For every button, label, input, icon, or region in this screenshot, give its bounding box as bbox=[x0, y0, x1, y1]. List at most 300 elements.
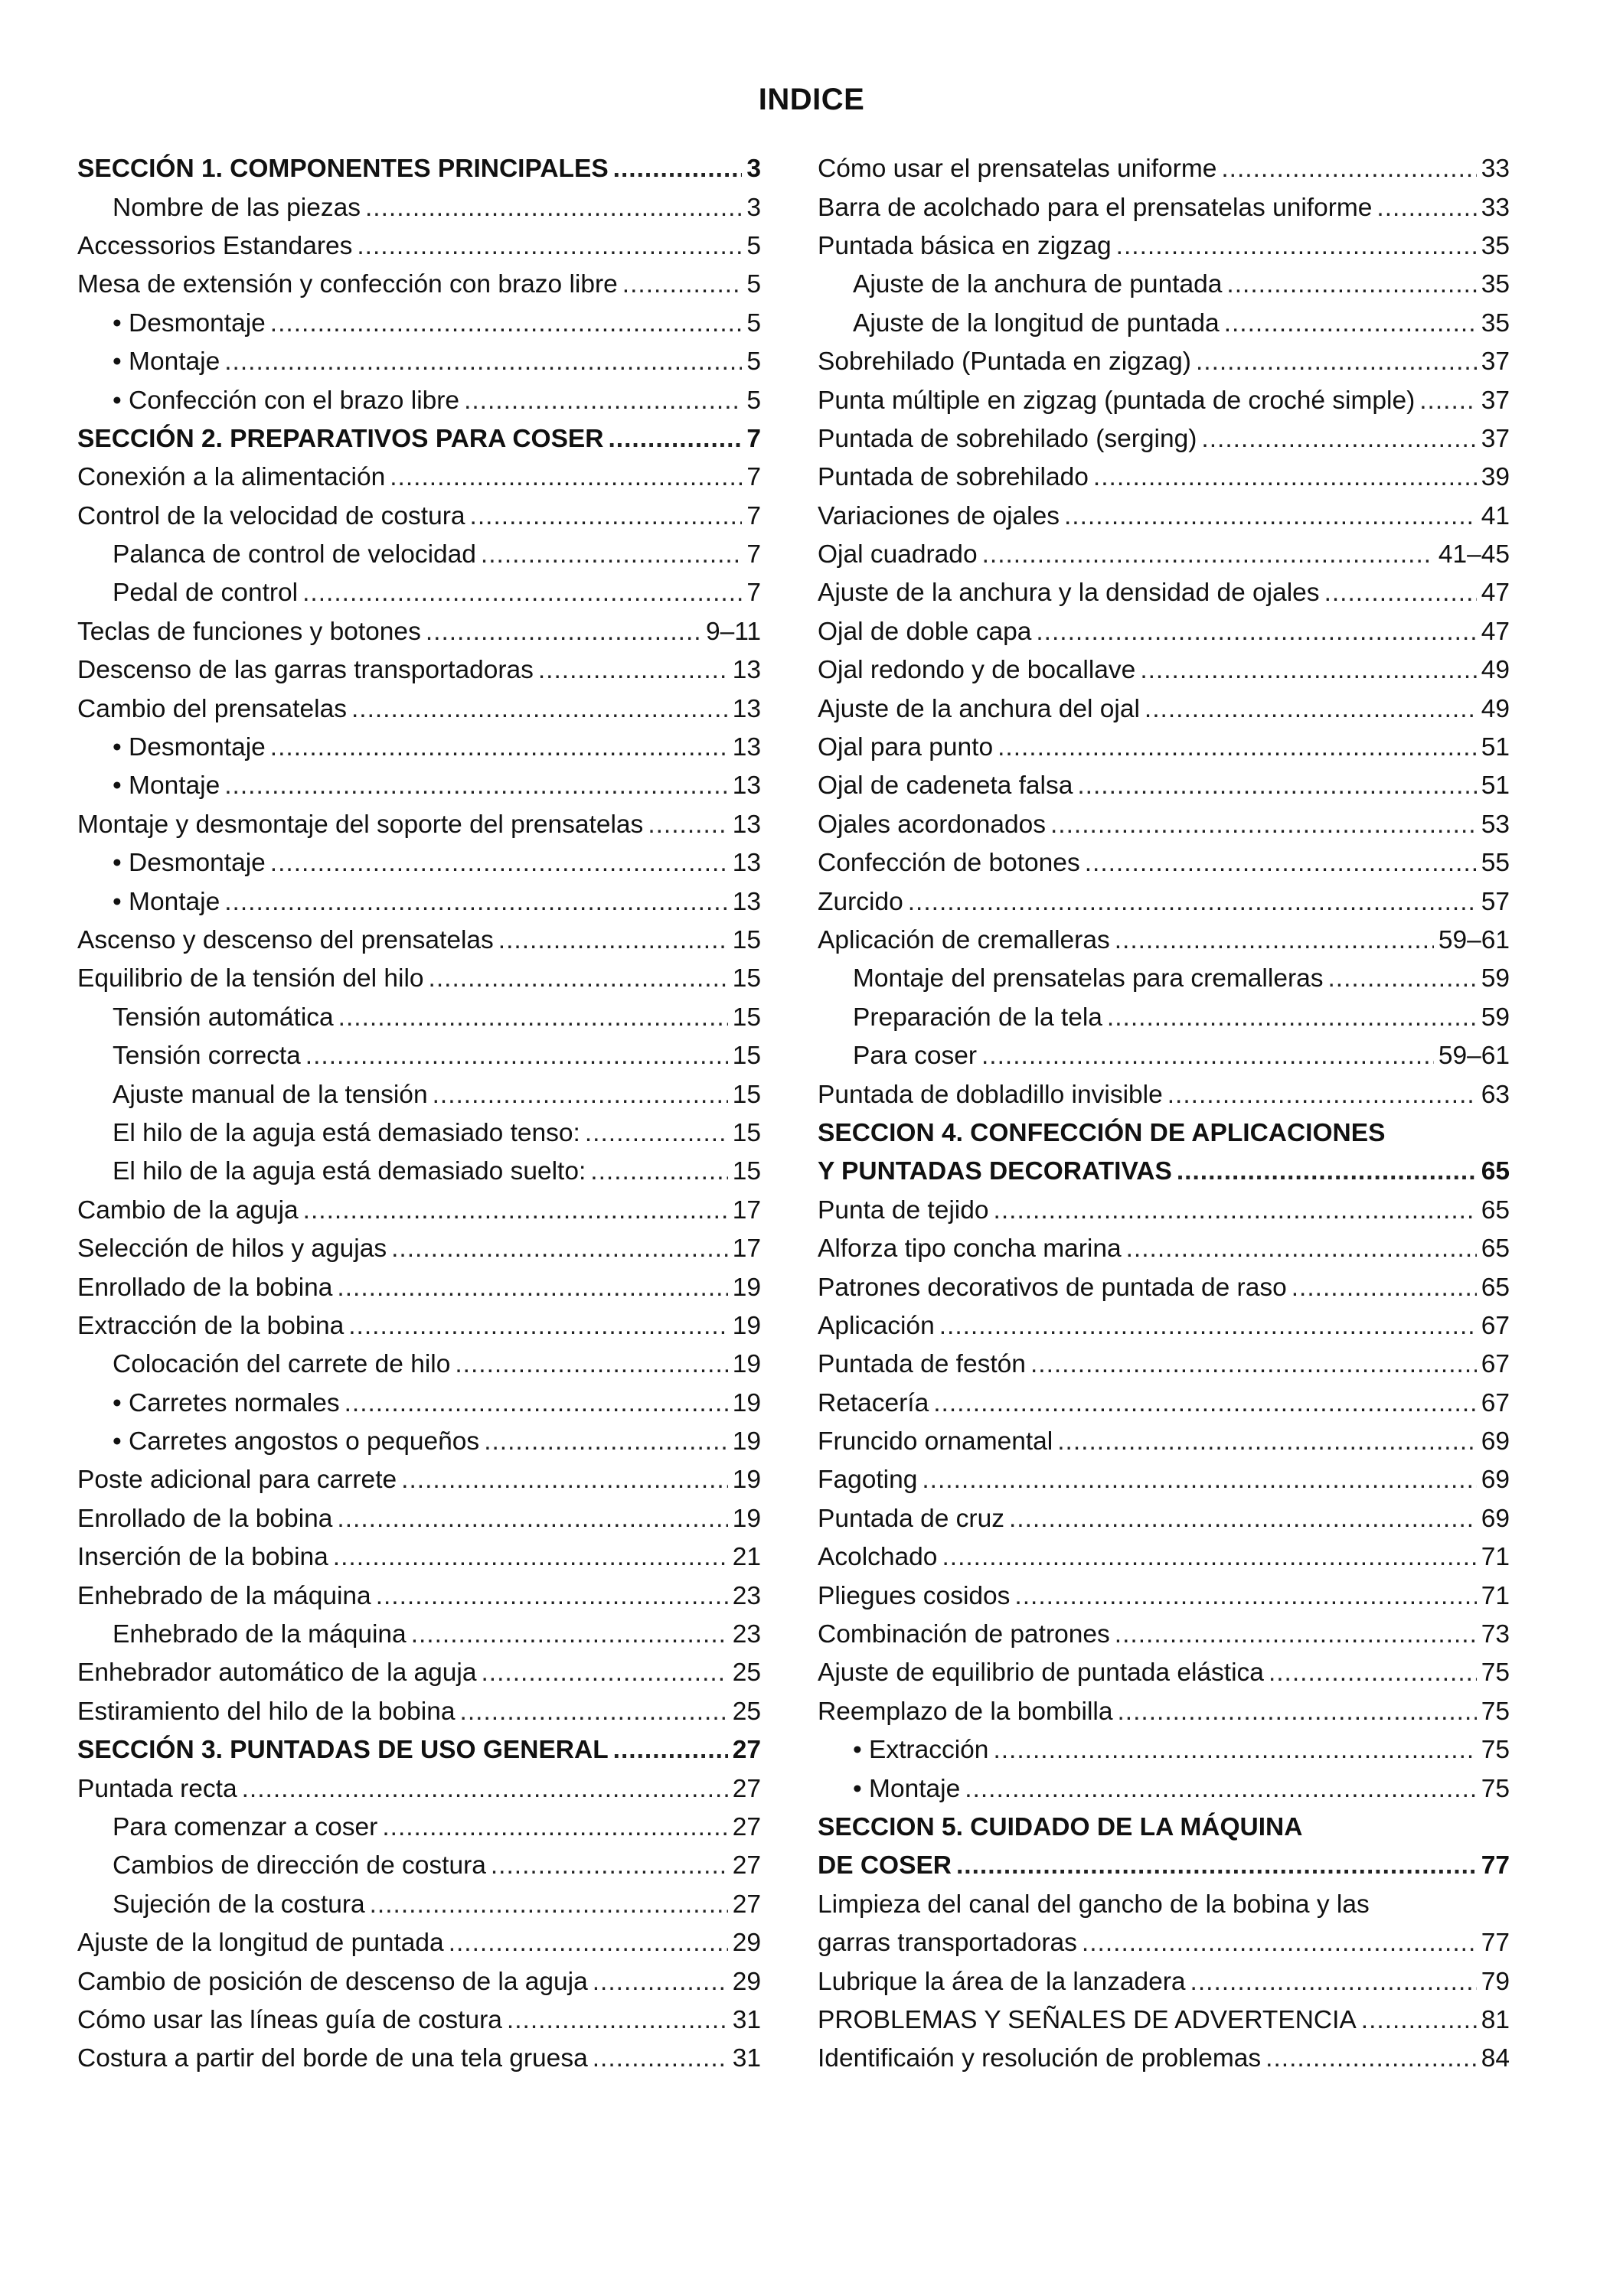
dot-leader bbox=[982, 540, 1434, 569]
toc-entry bbox=[818, 1577, 1510, 1615]
toc-entry-label: Cambio de posición de descenso de la aguja bbox=[77, 1967, 588, 1996]
toc-entry bbox=[818, 921, 1510, 960]
toc-page-number: 27 bbox=[732, 1736, 761, 1765]
dot-leader bbox=[648, 810, 727, 840]
toc-page-number: 67 bbox=[1481, 1350, 1510, 1379]
dot-leader bbox=[426, 618, 701, 647]
toc-page-number: 51 bbox=[1481, 733, 1510, 762]
toc-entry-label: Colocación del carrete de hilo bbox=[113, 1350, 451, 1379]
toc-entry-label: Enhebrador automático de la aguja bbox=[77, 1658, 477, 1688]
dot-leader bbox=[1324, 579, 1477, 608]
toc-entry-label: Costura a partir del borde de una tela gruesa bbox=[77, 2044, 588, 2073]
toc-page-number: 81 bbox=[1481, 2005, 1510, 2034]
toc-entry-label: Punta de tejido bbox=[818, 1195, 989, 1225]
toc-entry-label: Variaciones de ojales bbox=[818, 501, 1060, 530]
toc-page-number: 41 bbox=[1481, 501, 1510, 530]
dot-leader bbox=[1115, 1620, 1477, 1649]
toc-entry bbox=[77, 1230, 761, 1268]
toc-page-number: 65 bbox=[1481, 1273, 1510, 1302]
dot-leader bbox=[593, 2044, 728, 2073]
dot-leader bbox=[622, 270, 743, 299]
toc-entry bbox=[818, 1538, 1510, 1577]
dot-leader bbox=[498, 926, 728, 955]
dot-leader bbox=[270, 309, 743, 338]
toc-entry bbox=[77, 806, 761, 844]
toc-entry-label: Selección de hilos y agujas bbox=[77, 1234, 387, 1264]
toc-page-number: 27 bbox=[732, 1851, 761, 1880]
dot-leader bbox=[429, 964, 728, 993]
toc-page-number: 5 bbox=[746, 347, 761, 377]
toc-page-number: 57 bbox=[1481, 887, 1510, 916]
toc-entry-label: Alforza tipo concha marina bbox=[818, 1234, 1122, 1264]
toc-page-number: 59 bbox=[1481, 964, 1510, 993]
dot-leader bbox=[390, 463, 742, 492]
toc-page-number: 77 bbox=[1481, 1929, 1510, 1958]
toc-entry-label: Control de la velocidad de costura bbox=[77, 501, 465, 530]
toc-entry bbox=[818, 767, 1510, 805]
dot-leader bbox=[1167, 1081, 1477, 1110]
toc-page-number: 5 bbox=[746, 308, 761, 338]
dot-leader bbox=[1030, 1350, 1477, 1379]
toc-entry-label: Identificaión y resolución de problemas bbox=[818, 2044, 1262, 2073]
toc-page-number: 69 bbox=[1481, 1466, 1510, 1495]
toc-entry bbox=[818, 1693, 1510, 1731]
toc-entry-label: Puntada de sobrehilado bbox=[818, 463, 1089, 492]
toc-entry bbox=[818, 1769, 1510, 1808]
toc-entry bbox=[77, 960, 761, 998]
toc-entry bbox=[818, 188, 1510, 227]
toc-entry-label: Fruncido ornamental bbox=[818, 1427, 1053, 1456]
toc-entry bbox=[77, 2001, 761, 2040]
toc-entry bbox=[77, 921, 761, 960]
dot-leader bbox=[1177, 1157, 1477, 1186]
dot-leader bbox=[1064, 502, 1477, 531]
dot-leader bbox=[337, 1505, 727, 1534]
toc-entry-label: Estiramiento del hilo de la bobina bbox=[77, 1697, 456, 1726]
toc-section-heading bbox=[818, 1847, 1510, 1885]
toc-entry bbox=[818, 1384, 1510, 1423]
toc-entry-label: Punta múltiple en zigzag (puntada de croché simple) bbox=[818, 386, 1416, 415]
toc-entry bbox=[818, 1924, 1510, 1962]
toc-entry-label: Zurcido bbox=[818, 887, 903, 916]
dot-leader bbox=[1224, 309, 1477, 338]
toc-entry bbox=[77, 882, 761, 921]
toc-page-number: 51 bbox=[1481, 771, 1510, 801]
dot-leader bbox=[401, 1466, 728, 1495]
dot-leader bbox=[1140, 656, 1476, 685]
toc-page-number: 19 bbox=[732, 1466, 761, 1495]
dot-leader bbox=[491, 1851, 728, 1880]
toc-entry-label: • Desmontaje bbox=[113, 849, 266, 878]
toc-entry-label: Nombre de las piezas bbox=[113, 193, 361, 222]
toc-entry-label: Enrollado de la bobina bbox=[77, 1504, 333, 1533]
toc-page-number: 3 bbox=[746, 155, 761, 184]
toc-page-number: 75 bbox=[1481, 1774, 1510, 1803]
toc-page-number: 37 bbox=[1481, 386, 1510, 415]
toc-page-number: 65 bbox=[1481, 1234, 1510, 1264]
toc-entry bbox=[818, 613, 1510, 651]
toc-entry-label: Confección de botones bbox=[818, 849, 1080, 878]
toc-entry-label: PROBLEMAS Y SEÑALES DE ADVERTENCIA bbox=[818, 2005, 1357, 2034]
toc-entry bbox=[77, 1114, 761, 1153]
toc-entry bbox=[77, 767, 761, 805]
toc-page-number: 67 bbox=[1481, 1388, 1510, 1417]
toc-entry-label: Lubrique la área de la lanzadera bbox=[818, 1967, 1186, 1996]
toc-page-number: 27 bbox=[732, 1774, 761, 1803]
dot-leader bbox=[365, 194, 742, 223]
dot-leader bbox=[922, 1466, 1476, 1495]
toc-entry-label: Aplicación bbox=[818, 1311, 935, 1340]
toc-entry bbox=[77, 1192, 761, 1230]
toc-entry-label: Accessorios Estandares bbox=[77, 231, 353, 260]
page-title: INDICE bbox=[758, 83, 865, 116]
toc-entry bbox=[818, 343, 1510, 381]
toc-entry bbox=[818, 651, 1510, 690]
toc-entry-label: Equilibrio de la tensión del hilo bbox=[77, 964, 424, 993]
toc-page-number: 31 bbox=[732, 2005, 761, 2034]
toc-page-number: 39 bbox=[1481, 463, 1510, 492]
toc-entry bbox=[77, 999, 761, 1037]
dot-leader bbox=[224, 888, 728, 917]
dot-leader bbox=[357, 232, 742, 261]
toc-section-heading bbox=[77, 1731, 761, 1769]
toc-entry bbox=[818, 305, 1510, 343]
toc-entry-label: Poste adicional para carrete bbox=[77, 1466, 397, 1495]
dot-leader bbox=[1201, 425, 1476, 454]
dot-leader bbox=[333, 1543, 728, 1572]
dot-leader bbox=[351, 695, 728, 724]
toc-section-heading bbox=[77, 150, 761, 188]
toc-page-number: 75 bbox=[1481, 1658, 1510, 1688]
toc-entry-label: Mesa de extensión y confección con brazo libre bbox=[77, 270, 618, 299]
toc-page-number: 15 bbox=[732, 926, 761, 954]
dot-leader bbox=[270, 849, 728, 878]
dot-leader bbox=[1292, 1274, 1477, 1303]
toc-page-number: 15 bbox=[732, 1118, 761, 1147]
dot-leader bbox=[481, 540, 742, 569]
toc-page-number: 5 bbox=[746, 386, 761, 415]
toc-page-number: 13 bbox=[732, 810, 761, 839]
toc-entry-label: Patrones decorativos de puntada de raso bbox=[818, 1273, 1287, 1302]
toc-entry-label: • Desmontaje bbox=[113, 733, 266, 762]
toc-entry-label: Ojal de cadeneta falsa bbox=[818, 771, 1073, 801]
toc-left-column bbox=[77, 150, 761, 2079]
dot-leader bbox=[1009, 1505, 1477, 1534]
toc-entry-label: • Montaje bbox=[113, 771, 220, 801]
toc-page-number: 69 bbox=[1481, 1427, 1510, 1456]
dot-leader bbox=[376, 1582, 728, 1611]
toc-entry bbox=[818, 1886, 1510, 1924]
toc-page-number: 47 bbox=[1481, 617, 1510, 646]
toc-entry bbox=[818, 150, 1510, 188]
dot-leader bbox=[507, 2006, 728, 2035]
toc-entry-label: Cómo usar el prensatelas uniforme bbox=[818, 155, 1217, 184]
toc-entry bbox=[77, 1769, 761, 1808]
toc-entry bbox=[818, 381, 1510, 419]
toc-page-number: 15 bbox=[732, 1157, 761, 1186]
toc-entry-label: Teclas de funciones y botones bbox=[77, 617, 421, 646]
toc-page-number: 27 bbox=[732, 1890, 761, 1919]
toc-entry-label: Retacería bbox=[818, 1388, 929, 1417]
toc-page-number: 35 bbox=[1481, 231, 1510, 260]
toc-page-number: 69 bbox=[1481, 1504, 1510, 1533]
toc-entry-label: Ajuste de la longitud de puntada bbox=[77, 1929, 444, 1958]
toc-page-number: 59 bbox=[1481, 1003, 1510, 1032]
toc-page-number: 3 bbox=[746, 193, 761, 222]
dot-leader bbox=[1221, 155, 1476, 184]
toc-entry-label: • Desmontaje bbox=[113, 308, 266, 338]
toc-entry bbox=[818, 729, 1510, 767]
dot-leader bbox=[464, 386, 742, 416]
dot-leader bbox=[1361, 2006, 1477, 2035]
dot-leader bbox=[608, 425, 742, 454]
dot-leader bbox=[613, 1736, 728, 1765]
toc-page-number: 13 bbox=[732, 849, 761, 878]
toc-entry bbox=[818, 1654, 1510, 1692]
toc-page-number: 19 bbox=[732, 1273, 761, 1302]
dot-leader bbox=[481, 1658, 727, 1688]
toc-entry bbox=[818, 227, 1510, 266]
toc-page-number: 13 bbox=[732, 656, 761, 685]
toc-entry-label: • Montaje bbox=[853, 1774, 961, 1803]
toc-entry bbox=[818, 266, 1510, 304]
dot-leader bbox=[455, 1350, 727, 1379]
toc-entry-label: Ajuste manual de la tensión bbox=[113, 1080, 428, 1109]
dot-leader bbox=[270, 733, 728, 762]
toc-entry bbox=[77, 1307, 761, 1345]
toc-entry-label: Sujeción de la costura bbox=[113, 1890, 365, 1919]
toc-entry-label: Combinación de patrones bbox=[818, 1620, 1110, 1649]
toc-entry bbox=[818, 1075, 1510, 1114]
toc-entry-label: Descenso de las garras transportadoras bbox=[77, 656, 534, 685]
toc-page-number: 65 bbox=[1481, 1157, 1510, 1186]
dot-leader bbox=[1419, 386, 1476, 416]
toc-entry bbox=[77, 1423, 761, 1461]
dot-leader bbox=[484, 1427, 728, 1456]
toc-entry bbox=[818, 458, 1510, 497]
toc-page-number: 23 bbox=[732, 1581, 761, 1610]
toc-page-number: 17 bbox=[732, 1195, 761, 1225]
dot-leader bbox=[1145, 695, 1477, 724]
toc-entry-label: Tensión automática bbox=[113, 1003, 334, 1032]
toc-entry-label: Cambio del prensatelas bbox=[77, 694, 347, 723]
toc-entry bbox=[77, 1654, 761, 1692]
toc-entry bbox=[818, 2040, 1510, 2078]
dot-leader bbox=[370, 1890, 728, 1919]
toc-section-heading bbox=[818, 1808, 1510, 1847]
toc-page-number: 37 bbox=[1481, 424, 1510, 453]
dot-leader bbox=[1265, 2044, 1477, 2073]
toc-entry-label: Extracción de la bobina bbox=[77, 1311, 345, 1340]
toc-entry bbox=[77, 1500, 761, 1538]
toc-right-column bbox=[818, 150, 1510, 2079]
toc-page-number: 19 bbox=[732, 1504, 761, 1533]
toc-page-number: 13 bbox=[732, 694, 761, 723]
dot-leader bbox=[1036, 618, 1476, 647]
toc-page-number: 7 bbox=[746, 424, 761, 453]
toc-entry-label: • Carretes angostos o pequeños bbox=[113, 1427, 480, 1456]
toc-entry bbox=[77, 1075, 761, 1114]
toc-entry bbox=[818, 420, 1510, 458]
toc-entry-label: Puntada de sobrehilado (serging) bbox=[818, 424, 1197, 453]
dot-leader bbox=[305, 1042, 728, 1071]
toc-entry bbox=[77, 1693, 761, 1731]
toc-entry-label: SECCION 5. CUIDADO DE LA MÁQUINA bbox=[818, 1812, 1303, 1841]
toc-page-number: 35 bbox=[1481, 308, 1510, 338]
dot-leader bbox=[1116, 232, 1477, 261]
toc-entry bbox=[818, 1962, 1510, 2001]
toc-page-number: 15 bbox=[732, 1042, 761, 1071]
toc-page-number: 15 bbox=[732, 964, 761, 993]
toc-entry-label: Conexión a la alimentación bbox=[77, 463, 386, 492]
toc-entry bbox=[77, 1037, 761, 1075]
toc-entry-label: Montaje y desmontaje del soporte del prensatelas bbox=[77, 810, 644, 839]
toc-section-heading bbox=[77, 420, 761, 458]
toc-entry bbox=[77, 1461, 761, 1499]
toc-page-number: 5 bbox=[746, 231, 761, 260]
dot-leader bbox=[933, 1389, 1476, 1418]
toc-entry bbox=[818, 844, 1510, 882]
toc-entry bbox=[77, 458, 761, 497]
toc-entry-label: Enhebrado de la máquina bbox=[113, 1620, 407, 1649]
dot-leader bbox=[593, 1968, 728, 1997]
dot-leader bbox=[998, 733, 1477, 762]
dot-leader bbox=[942, 1543, 1476, 1572]
toc-entry bbox=[77, 497, 761, 536]
toc-entry bbox=[77, 1616, 761, 1654]
toc-entry-label: • Montaje bbox=[113, 887, 220, 916]
toc-entry-label: DE COSER bbox=[818, 1851, 952, 1880]
toc-page-number: 75 bbox=[1481, 1736, 1510, 1765]
dot-leader bbox=[1082, 1929, 1477, 1958]
dot-leader bbox=[1327, 964, 1476, 993]
toc-entry bbox=[77, 1962, 761, 2001]
dot-leader bbox=[613, 155, 743, 184]
toc-entry-label: Cómo usar las líneas guía de costura bbox=[77, 2005, 502, 2034]
toc-entry-label: Puntada de cruz bbox=[818, 1504, 1004, 1533]
dot-leader bbox=[337, 1274, 727, 1303]
dot-leader bbox=[1190, 1968, 1477, 1997]
toc-entry bbox=[818, 536, 1510, 574]
dot-leader bbox=[224, 771, 728, 801]
toc-page-number: 9–11 bbox=[705, 617, 761, 646]
toc-entry bbox=[818, 690, 1510, 728]
toc-page-number: 33 bbox=[1481, 155, 1510, 184]
toc-entry bbox=[77, 266, 761, 304]
toc-entry-label: Ajuste de la anchura y la densidad de ojales bbox=[818, 579, 1320, 608]
dot-leader bbox=[460, 1698, 728, 1727]
toc-entry-label: Aplicación de cremalleras bbox=[818, 926, 1110, 954]
toc-entry bbox=[818, 882, 1510, 921]
toc-entry-label: Puntada básica en zigzag bbox=[818, 231, 1112, 260]
toc-page-number: 7 bbox=[746, 463, 761, 492]
toc-page-number: 29 bbox=[732, 1929, 761, 1958]
toc-page-number: 19 bbox=[732, 1350, 761, 1379]
toc-page-number: 59–61 bbox=[1438, 926, 1510, 954]
dot-leader bbox=[224, 347, 742, 377]
toc-entry bbox=[77, 729, 761, 767]
toc-entry bbox=[77, 343, 761, 381]
toc-entry bbox=[818, 1345, 1510, 1384]
toc-page-number: 75 bbox=[1481, 1697, 1510, 1726]
toc-entry-label: • Extracción bbox=[853, 1736, 989, 1765]
toc-entry bbox=[818, 1192, 1510, 1230]
dot-leader bbox=[585, 1119, 728, 1148]
dot-leader bbox=[433, 1081, 728, 1110]
toc-entry-label: El hilo de la aguja está demasiado tenso: bbox=[113, 1118, 580, 1147]
toc-entry bbox=[77, 381, 761, 419]
toc-entry-label: • Montaje bbox=[113, 347, 220, 377]
toc-page-number: 67 bbox=[1481, 1311, 1510, 1340]
toc-page-number: 25 bbox=[732, 1658, 761, 1688]
toc-page-number: 7 bbox=[746, 579, 761, 608]
toc-entry-label: SECCION 4. CONFECCIÓN DE APLICACIONES bbox=[818, 1118, 1386, 1147]
toc-page-number: 47 bbox=[1481, 579, 1510, 608]
toc-section-heading bbox=[818, 1114, 1510, 1153]
toc-page-number: 49 bbox=[1481, 694, 1510, 723]
toc-page-number: 37 bbox=[1481, 347, 1510, 377]
toc-entry-label: Ajuste de la anchura del ojal bbox=[818, 694, 1140, 723]
toc-entry-label: Puntada recta bbox=[77, 1774, 237, 1803]
dot-leader bbox=[1014, 1582, 1476, 1611]
toc-entry bbox=[818, 999, 1510, 1037]
toc-entry bbox=[77, 1847, 761, 1885]
toc-entry bbox=[77, 536, 761, 574]
toc-entry-label: Ascenso y descenso del prensatelas bbox=[77, 926, 494, 954]
toc-entry bbox=[818, 1731, 1510, 1769]
toc-entry-label: Cambios de dirección de costura bbox=[113, 1851, 486, 1880]
toc-entry-label: Inserción de la bobina bbox=[77, 1543, 328, 1572]
toc-entry-label: Ojal de doble capa bbox=[818, 617, 1032, 646]
toc-entry bbox=[77, 1268, 761, 1306]
toc-entry bbox=[77, 227, 761, 266]
toc-entry-label: Sobrehilado (Puntada en zigzag) bbox=[818, 347, 1191, 377]
toc-entry-label: Enhebrado de la máquina bbox=[77, 1581, 371, 1610]
toc-entry bbox=[818, 1307, 1510, 1345]
toc-page-number: 71 bbox=[1481, 1543, 1510, 1572]
toc-entry bbox=[818, 1230, 1510, 1268]
toc-entry bbox=[77, 1924, 761, 1962]
toc-entry-label: Para coser bbox=[853, 1042, 977, 1071]
dot-leader bbox=[956, 1851, 1477, 1880]
toc-entry bbox=[77, 574, 761, 612]
toc-entry-label: Barra de acolchado para el prensatelas uniforme bbox=[818, 193, 1373, 222]
toc-entry-label: Ojales acordonados bbox=[818, 810, 1046, 839]
toc-entry-label: Y PUNTADAS DECORATIVAS bbox=[818, 1157, 1172, 1186]
toc-entry-label: Preparación de la tela bbox=[853, 1003, 1102, 1032]
dot-leader bbox=[382, 1813, 727, 1842]
toc-entry-label: garras transportadoras bbox=[818, 1929, 1077, 1958]
toc-entry bbox=[818, 1500, 1510, 1538]
dot-leader bbox=[1077, 771, 1476, 801]
toc-entry-label: Puntada de dobladillo invisible bbox=[818, 1080, 1163, 1109]
dot-leader bbox=[908, 888, 1477, 917]
toc-entry-label: Limpieza del canal del gancho de la bobina y las bbox=[818, 1890, 1370, 1919]
toc-page-number: 59–61 bbox=[1438, 1042, 1510, 1071]
toc-page-number: 35 bbox=[1481, 270, 1510, 299]
dot-leader bbox=[965, 1775, 1477, 1804]
toc-page-number: 13 bbox=[732, 733, 761, 762]
dot-leader bbox=[348, 1312, 727, 1341]
toc-entry-label: Tensión correcta bbox=[113, 1042, 301, 1071]
toc-page-number: 15 bbox=[732, 1080, 761, 1109]
dot-leader bbox=[538, 656, 728, 685]
dot-leader bbox=[1226, 270, 1476, 299]
toc-entry bbox=[818, 2001, 1510, 2040]
dot-leader bbox=[449, 1929, 728, 1958]
toc-page-number: 19 bbox=[732, 1311, 761, 1340]
dot-leader bbox=[939, 1312, 1477, 1341]
